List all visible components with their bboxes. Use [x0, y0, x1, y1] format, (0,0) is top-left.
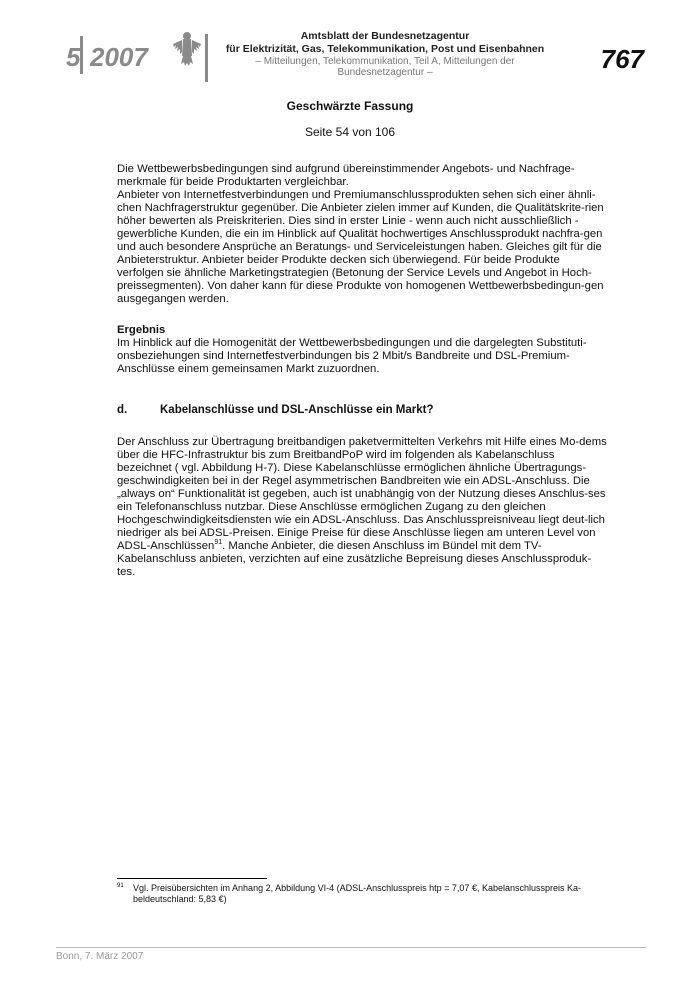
result-block	[117, 324, 607, 376]
issue-divider	[80, 36, 83, 74]
issue-year: 2007	[90, 42, 148, 72]
result-heading: Ergebnis	[117, 324, 166, 336]
body-block-1	[117, 163, 607, 306]
document-title: Geschwärzte Fassung	[286, 99, 414, 113]
publisher-block	[215, 30, 555, 56]
section-text-b: . Manche Anbieter, die diesen Anschluss im Bündel mit dem TV-Kabelanschluss anbieten, verzichten auf eine zusätzliche Bepreisung dieses Anschlussproduk-tes.	[117, 540, 592, 578]
footer-rule	[56, 947, 646, 948]
footnote-text: Vgl. Preisübersichten im Anhang 2, Abbildung VI-4 (ADSL-Anschlusspreis htp = 7,07 €, Kabelanschlusspreis Ka-beldeutschland: 5,83 €)	[133, 883, 582, 904]
page-number: 767	[600, 44, 644, 74]
federal-eagle-icon	[172, 28, 202, 70]
paragraph-1: Die Wettbewerbsbedingungen sind aufgrund übereinstimmender Angebots- und Nachfrage-merkmale für beide Produktarten vergleichbar.	[117, 163, 575, 188]
section-text-a: Der Anschluss zur Übertragung breitbandigen paketvermittelten Verkehrs mit Hilfe eines Mo-dems über die HFC-Infrastruktur bis zum BreitbandPoP wird im folgenden als Kabelanschluss bezeichnet ( vgl. Abbildung H-7). Diese Kabelanschlüsse ermöglichen ähnliche Übertragungs-geschwindigkeiten bei in der Regel asymmetrischen Bandbreiten wie ein ADSL-Anschluss. Die „always on“ Funktionalität ist gegeben, auch ist unabhängig von der Nutzung dieses Anschlus-ses ein Telefonanschluss nutzbar. Diese Anschlüsse ermöglichen Zugang zu den gleichen Hochgeschwindigkeitsdiensten wie ein ADSL-Anschluss. Das Anschlusspreisniveau liegt deut-lich niedriger als bei ADSL-Preisen. Einige Preise für diese Anschlüsse liegen am unteren Level von ADSL-Anschlüssen	[117, 436, 607, 552]
footnote-number: 91	[117, 883, 124, 889]
section-label: d.	[117, 404, 128, 416]
issue-number: 5	[66, 42, 80, 72]
publisher-line2: für Elektrizität, Gas, Telekommunikation, Post und Eisenbahnen	[225, 43, 545, 55]
footnote-reference[interactable]: 91	[214, 539, 223, 547]
header-divider	[205, 34, 208, 82]
section-paragraph	[117, 436, 607, 579]
section-body	[117, 436, 607, 579]
page-of: Seite 54 von 106	[304, 125, 396, 139]
paragraph-2: Anbieter von Internetfestverbindungen und Premiumanschlussprodukten sehen sich einer ähnli-chen Nachfragerstruktur gegenüber. Die Anbieter zielen immer auf Kunden, die Qualitätskrite-rien höher bewerten als Preiskriterien. Dies sind in erster Linie - wenn auch nicht ausschließlich - gewerbliche Kunden, die ein im Hinblick auf Qualität hochwertiges Anschlussprodukt nachfra-gen und auch besondere Ansprüche an Beratungs- und Serviceleistungen haben. Gleiches gilt für die Anbieterstruktur. Anbieter beider Produkte decken sich überwiegend. Für beide Produkte verfolgen sie ähnliche Marketingstrategien (Betonung der Service Levels und Angebot in Hoch-preissegmenten). Von daher kann für diese Produkte von homogenen Wettbewerbsbedingun-gen ausgegangen werden.	[117, 189, 604, 305]
header-subtitle: – Mitteilungen, Telekommunikation, Teil A, Mitteilungen der Bundesnetzagentur –	[255, 56, 515, 78]
footnote-rule	[117, 878, 267, 879]
footnote	[117, 883, 607, 905]
section-title: Kabelanschlüsse und DSL-Anschlüsse ein Markt?	[160, 404, 434, 416]
result-text: Im Hinblick auf die Homogenität der Wettbewerbsbedingungen und die dargelegten Substituti-onsbeziehungen sind Internetfestverbindungen bis 2 Mbit/s Bandbreite und DSL-Premium-Anschlüsse einem gemeinsamen Markt zuzuordnen.	[117, 337, 587, 375]
footer-place-date: Bonn, 7. März 2007	[56, 951, 144, 962]
publisher-line1: Amtsblatt der Bundesnetzagentur	[300, 30, 470, 42]
